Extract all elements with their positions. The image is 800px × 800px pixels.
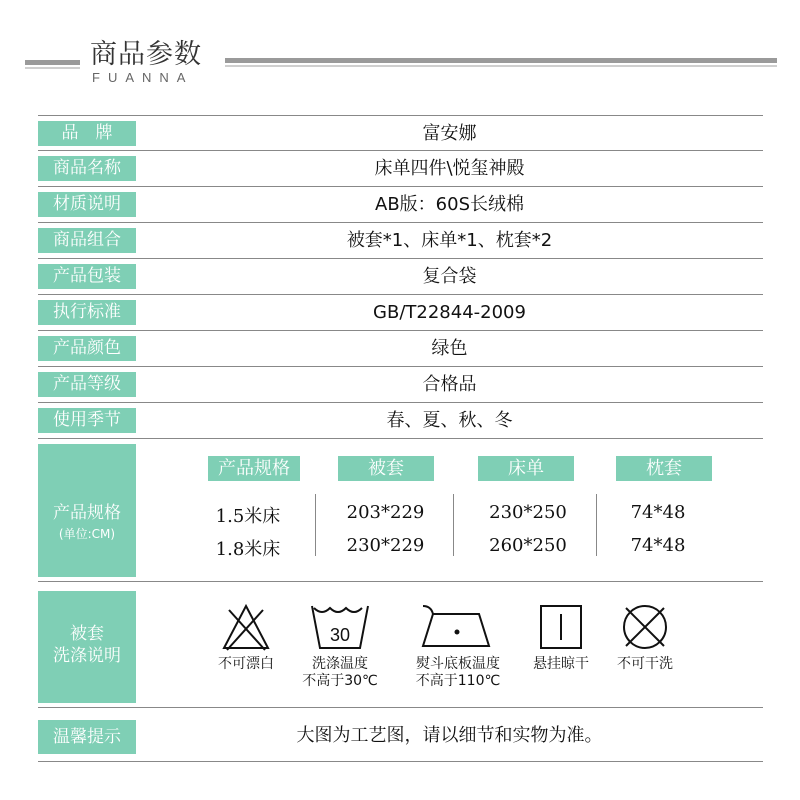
size-header-sheet: 床单 <box>478 456 574 481</box>
tip-label: 温馨提示 <box>38 720 136 754</box>
size-divider <box>453 494 454 556</box>
param-label: 使用季节 <box>38 408 136 433</box>
no-bleach-icon <box>221 602 271 652</box>
size-section-label <box>38 444 136 577</box>
param-row-color <box>38 331 763 367</box>
care-section-label <box>38 591 136 703</box>
param-value: 复合袋 <box>422 266 477 287</box>
care-item-no-dry-clean <box>610 602 680 673</box>
size-cell: 230*250 <box>489 502 567 523</box>
size-cell: 74*48 <box>630 535 686 556</box>
header-rule-right <box>225 58 777 63</box>
care-item-no-bleach <box>211 602 281 673</box>
size-cell: 260*250 <box>489 535 567 556</box>
param-label: 执行标准 <box>38 300 136 325</box>
size-header-spec: 产品规格 <box>208 456 300 481</box>
param-row-packaging <box>38 259 763 295</box>
param-value: AB版：60S长绒棉 <box>375 194 524 215</box>
param-row-set <box>38 223 763 259</box>
care-label: 不可干洗 <box>617 656 673 672</box>
header-rule-right-thin <box>225 65 777 67</box>
wash-temp-value: 30 <box>329 625 351 645</box>
care-item-iron <box>406 602 510 690</box>
param-label: 产品颜色 <box>38 336 136 361</box>
brand-subtitle: FUANNA <box>92 70 194 85</box>
param-row-name <box>38 151 763 187</box>
param-label: 产品包装 <box>38 264 136 289</box>
size-header-duvet: 被套 <box>338 456 434 481</box>
tip-row <box>38 708 763 762</box>
param-label: 材质说明 <box>38 192 136 217</box>
param-row-season <box>38 403 763 439</box>
size-cell: 1.5米床 <box>215 506 281 527</box>
care-label: 不高于30℃ <box>302 673 378 689</box>
care-label: 不高于110℃ <box>415 673 501 689</box>
page-title: 商品参数 <box>90 39 202 70</box>
param-value: 被套*1、床单*1、枕套*2 <box>346 230 553 251</box>
size-label: 产品规格 <box>53 503 121 523</box>
care-label: 熨斗底板温度 <box>416 656 500 672</box>
param-value: 富安娜 <box>422 123 477 144</box>
care-section <box>38 582 763 708</box>
header-rule-left-thin <box>25 67 80 69</box>
param-row-material <box>38 187 763 223</box>
param-value: 合格品 <box>422 374 477 395</box>
param-label: 产品等级 <box>38 372 136 397</box>
param-value: 绿色 <box>431 338 468 359</box>
care-item-wash <box>301 602 379 690</box>
header-rule-left <box>25 60 80 65</box>
tip-value: 大图为工艺图，请以细节和实物为准。 <box>296 725 603 746</box>
care-label-line1: 被套 <box>70 624 104 644</box>
care-label: 悬挂晾干 <box>533 656 589 672</box>
size-cell: 74*48 <box>630 502 686 523</box>
care-label: 不可漂白 <box>218 656 274 672</box>
no-dry-clean-icon <box>620 602 670 652</box>
size-unit: (单位:CM) <box>58 527 116 541</box>
care-item-line-dry <box>526 602 596 673</box>
param-value: 春、夏、秋、冬 <box>386 410 513 431</box>
param-row-grade <box>38 367 763 403</box>
wash-30-icon <box>310 602 370 652</box>
size-divider <box>596 494 597 556</box>
param-value: GB/T22844-2009 <box>373 302 526 323</box>
size-header-pillow: 枕套 <box>616 456 712 481</box>
size-cell: 230*229 <box>346 535 425 556</box>
param-label: 商品组合 <box>38 228 136 253</box>
iron-110-icon <box>419 602 497 652</box>
param-row-brand <box>38 115 763 151</box>
param-row-standard <box>38 295 763 331</box>
param-label: 商品名称 <box>38 156 136 181</box>
size-cell: 203*229 <box>346 502 425 523</box>
size-cell: 1.8米床 <box>215 539 281 560</box>
care-label: 洗涤温度 <box>312 656 368 672</box>
param-label: 品 牌 <box>38 121 136 146</box>
param-value: 床单四件\悦玺神殿 <box>374 158 525 179</box>
size-section <box>38 439 763 582</box>
line-dry-icon <box>536 602 586 652</box>
size-divider <box>315 494 316 556</box>
care-label-line2: 洗涤说明 <box>53 646 121 666</box>
